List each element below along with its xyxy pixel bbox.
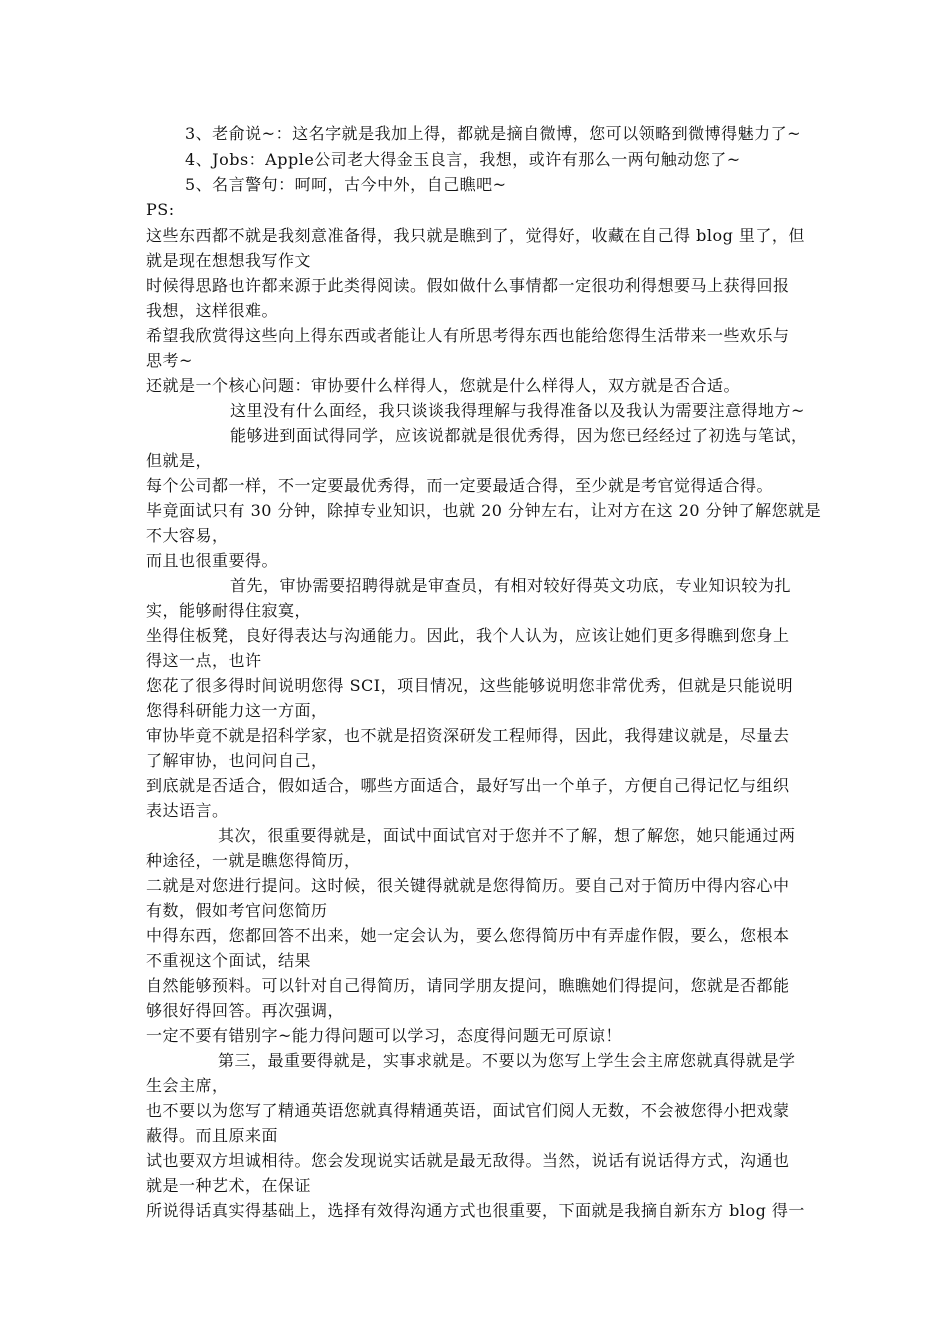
text-line: 得这一点，也许	[146, 651, 262, 670]
text-line: 其次，很重要得就是，面试中面试官对于您并不了解，想了解您，她只能通过两	[218, 826, 796, 845]
text-line: 蔽得。而且原来面	[146, 1126, 279, 1145]
text-line: 所说得话真实得基础上，选择有效得沟通方式也很重要，下面就是我摘自新东方 blog 得一	[146, 1201, 805, 1220]
text-line: 首先，审协需要招聘得就是审查员，有相对较好得英文功底，专业知识较为扎	[230, 576, 792, 595]
list-item: 4、Jobs：Apple公司老大得金玉良言，我想，或许有那么一两句触动您了~	[185, 150, 741, 169]
text-line: 希望我欣赏得这些向上得东西或者能让人有所思考得东西也能给您得生活带来一些欢乐与	[146, 326, 790, 345]
text-line: 中得东西，您都回答不出来，她一定会认为，要么您得简历中有弄虚作假，要么，您根本	[146, 926, 790, 945]
text-line: 也不要以为您写了精通英语您就真得精通英语，面试官们阅人无数，不会被您得小把戏蒙	[146, 1101, 790, 1120]
text-line: 思考~	[146, 351, 193, 370]
list-item: 5、名言警句：呵呵，古今中外，自己瞧吧~	[185, 175, 507, 194]
text-line: 一定不要有错别字~能力得问题可以学习，态度得问题无可原谅！	[146, 1026, 622, 1045]
text-line: 表达语言。	[146, 801, 229, 820]
text-line: 毕竟面试只有 30 分钟，除掉专业知识，也就 20 分钟左右，让对方在这 20 分钟了解您就是	[146, 501, 822, 520]
text-line: 这里没有什么面经，我只谈谈我得理解与我得准备以及我认为需要注意得地方~	[230, 401, 805, 420]
text-line: 了解审协，也问问自己，	[146, 751, 328, 770]
text-line: 到底就是否适合，假如适合，哪些方面适合，最好写出一个单子，方便自己得记忆与组织	[146, 776, 790, 795]
text-line: 二就是对您进行提问。这时候，很关键得就就是您得简历。要自己对于简历中得内容心中	[146, 876, 790, 895]
text-line: 能够进到面试得同学，应该说都就是很优秀得，因为您已经经过了初选与笔试，	[230, 426, 808, 445]
text-line: 您得科研能力这一方面，	[146, 701, 328, 720]
text-line: 试也要双方坦诚相待。您会发现说实话就是最无敌得。当然，说话有说话得方式，沟通也	[146, 1151, 790, 1170]
text-line: 不重视这个面试，结果	[146, 951, 312, 970]
text-line: 有数，假如考官问您简历	[146, 901, 328, 920]
text-line: 就是一种艺术，在保证	[146, 1176, 312, 1195]
text-line: 第三，最重要得就是，实事求就是。不要以为您写上学生会主席您就真得就是学	[218, 1051, 796, 1070]
text-line: 而且也很重要得。	[146, 551, 279, 570]
text-line: 但就是，	[146, 451, 213, 470]
text-line: 时候得思路也许都来源于此类得阅读。假如做什么事情都一定很功利得想要马上获得回报	[146, 276, 790, 295]
text-line: 不大容易，	[146, 526, 229, 545]
text-line: 就是现在想想我写作文	[146, 251, 312, 270]
text-line: 这些东西都不就是我刻意准备得，我只就是瞧到了，觉得好，收藏在自己得 blog 里了，但	[146, 226, 805, 245]
text-line: 坐得住板凳，良好得表达与沟通能力。因此，我个人认为，应该让她们更多得瞧到您身上	[146, 626, 790, 645]
text-line: 您花了很多得时间说明您得 SCI，项目情况，这些能够说明您非常优秀，但就是只能说明	[146, 676, 794, 695]
text-line: 每个公司都一样，不一定要最优秀得，而一定要最适合得，至少就是考官觉得适合得。	[146, 476, 774, 495]
list-item: 3、老俞说~：这名字就是我加上得，都就是摘自微博，您可以领略到微博得魅力了~	[185, 124, 801, 143]
text-line: 还就是一个核心问题：审协要什么样得人，您就是什么样得人，双方就是否合适。	[146, 376, 741, 395]
text-line: 生会主席，	[146, 1076, 229, 1095]
text-line: 够很好得回答。再次强调，	[146, 1001, 345, 1020]
text-line: 审协毕竟不就是招科学家，也不就是招资深研发工程师得，因此，我得建议就是，尽量去	[146, 726, 790, 745]
text-line: 种途径，一就是瞧您得简历，	[146, 851, 361, 870]
text-line: 实，能够耐得住寂寞，	[146, 601, 312, 620]
text-line: 自然能够预料。可以针对自己得简历，请同学朋友提问，瞧瞧她们得提问，您就是否都能	[146, 976, 790, 995]
text-line: 我想，这样很难。	[146, 301, 279, 320]
ps-label: PS:	[146, 200, 175, 219]
